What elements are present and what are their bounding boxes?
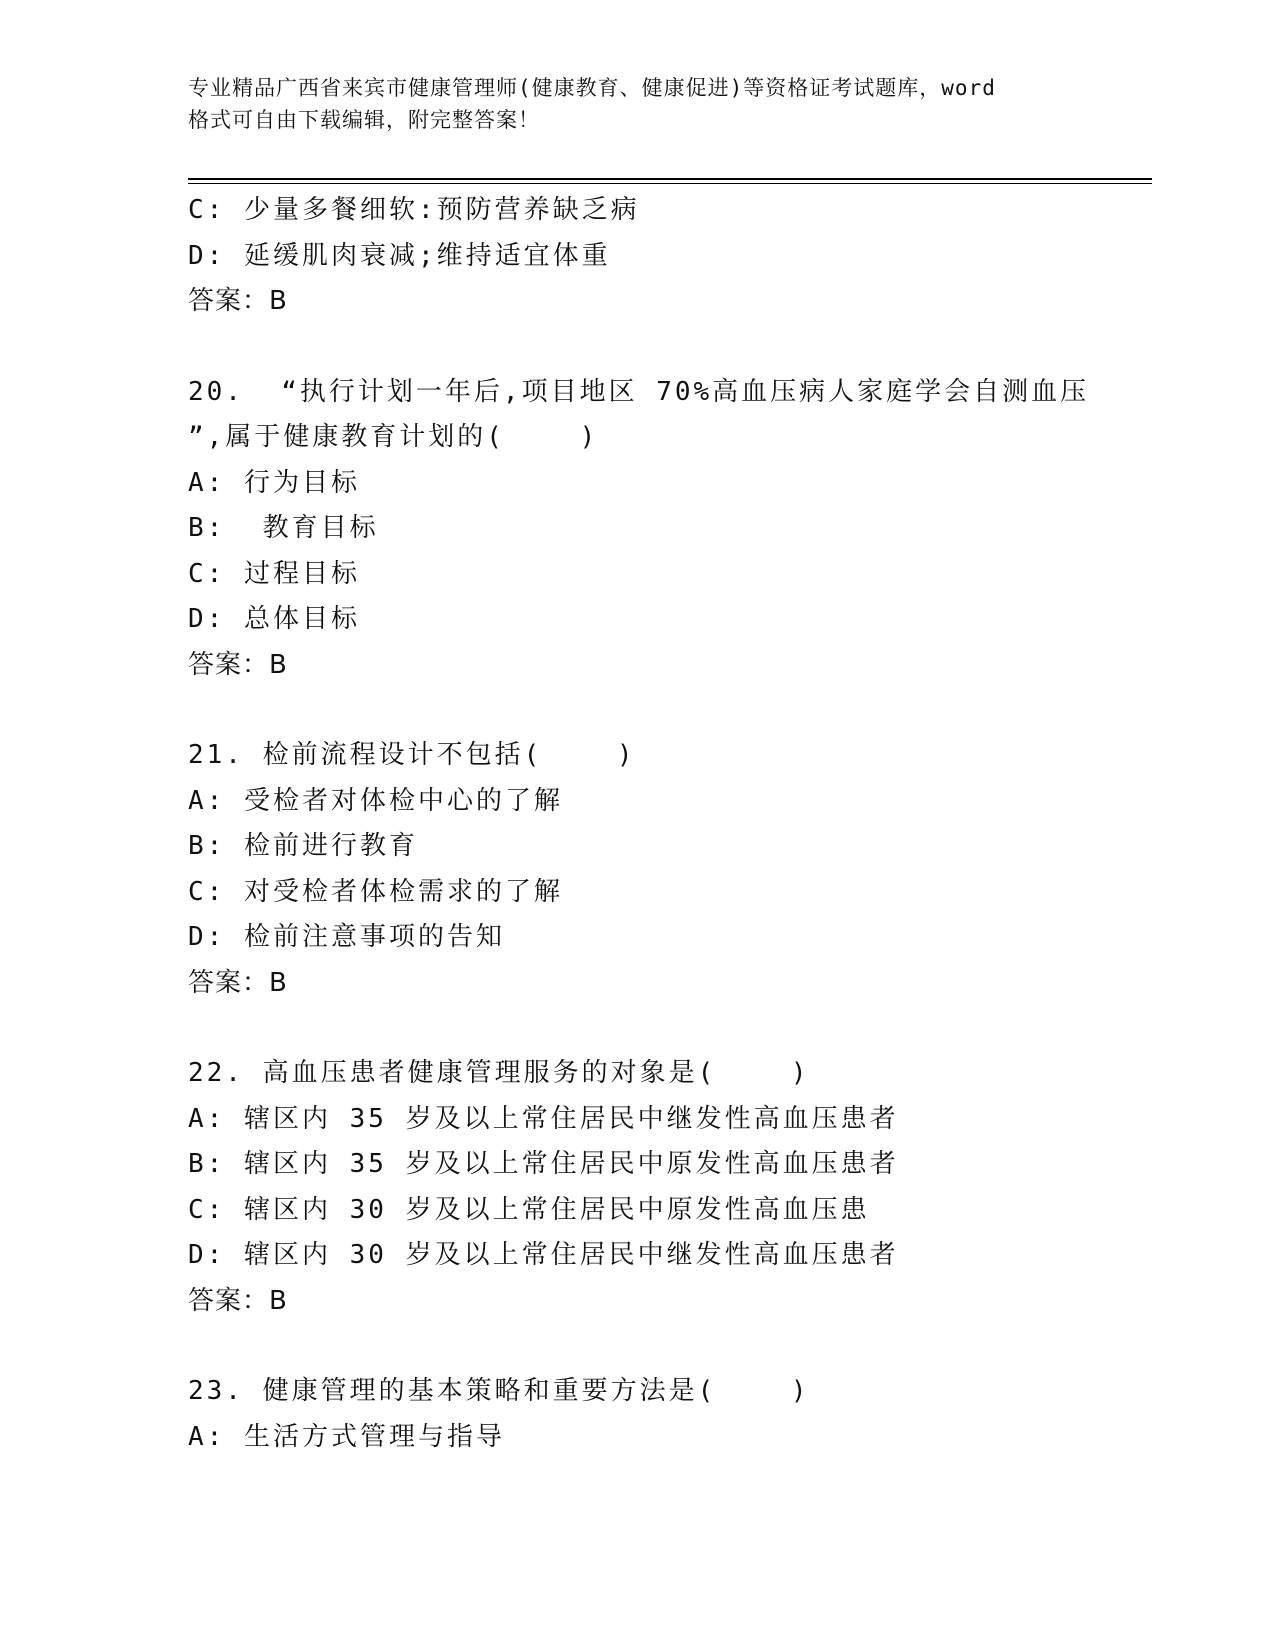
spacer xyxy=(188,1006,1148,1051)
question-21 xyxy=(188,733,1148,1006)
question-22 xyxy=(188,1051,1148,1324)
option-d: D: 延缓肌肉衰减;维持适宜体重 xyxy=(188,240,611,271)
spacer xyxy=(188,325,1148,370)
question-stem-line-1: 20. “执行计划一年后,项目地区 70%高血压病人家庭学会自测血压 xyxy=(188,376,1090,407)
question-stem-line-2: ”,属于健康教育计划的( ) xyxy=(188,422,599,452)
question-list xyxy=(188,188,1148,1460)
answer-line: 答案：B xyxy=(188,286,288,316)
option-a: A: 辖区内 35 岁及以上常住居民中继发性高血压患者 xyxy=(188,1103,899,1134)
question-stem: 22. 高血压患者健康管理服务的对象是( ) xyxy=(188,1058,810,1088)
option-a: A: 受检者对体检中心的了解 xyxy=(188,785,563,816)
option-a: A: 生活方式管理与指导 xyxy=(188,1421,505,1452)
option-c: C: 过程目标 xyxy=(188,558,360,589)
option-d: D: 辖区内 30 岁及以上常住居民中继发性高血压患者 xyxy=(188,1240,899,1270)
question-23 xyxy=(188,1369,1148,1460)
option-b: B: 辖区内 35 岁及以上常住居民中原发性高血压患者 xyxy=(188,1149,899,1179)
spacer xyxy=(188,688,1148,733)
option-a: A: 行为目标 xyxy=(188,467,360,498)
option-c: C: 少量多餐细软:预防营养缺乏病 xyxy=(188,195,640,225)
header-line-2: 格式可自由下载编辑，附完整答案！ xyxy=(188,108,540,132)
header-divider-thin xyxy=(188,183,1152,184)
header-line-1: 专业精品广西省来宾市健康管理师(健康教育、健康促进)等资格证考试题库，word xyxy=(188,76,996,100)
answer-line: 答案：B xyxy=(188,649,288,680)
header-divider-thick xyxy=(188,178,1152,180)
answer-line: 答案：B xyxy=(188,1285,288,1316)
question-stem: 21. 检前流程设计不包括( ) xyxy=(188,740,636,770)
option-b: B: 教育目标 xyxy=(188,513,379,543)
spacer xyxy=(188,1324,1148,1369)
option-d: D: 总体目标 xyxy=(188,604,360,634)
page-header xyxy=(188,72,1088,136)
option-b: B: 检前进行教育 xyxy=(188,831,418,861)
question-19 xyxy=(188,188,1148,325)
option-d: D: 检前注意事项的告知 xyxy=(188,922,505,952)
option-c: C: 辖区内 30 岁及以上常住居民中原发性高血压患 xyxy=(188,1194,870,1225)
option-c: C: 对受检者体检需求的了解 xyxy=(188,876,563,907)
question-20 xyxy=(188,370,1148,689)
question-stem: 23. 健康管理的基本策略和重要方法是( ) xyxy=(188,1376,810,1406)
answer-line: 答案：B xyxy=(188,967,288,998)
